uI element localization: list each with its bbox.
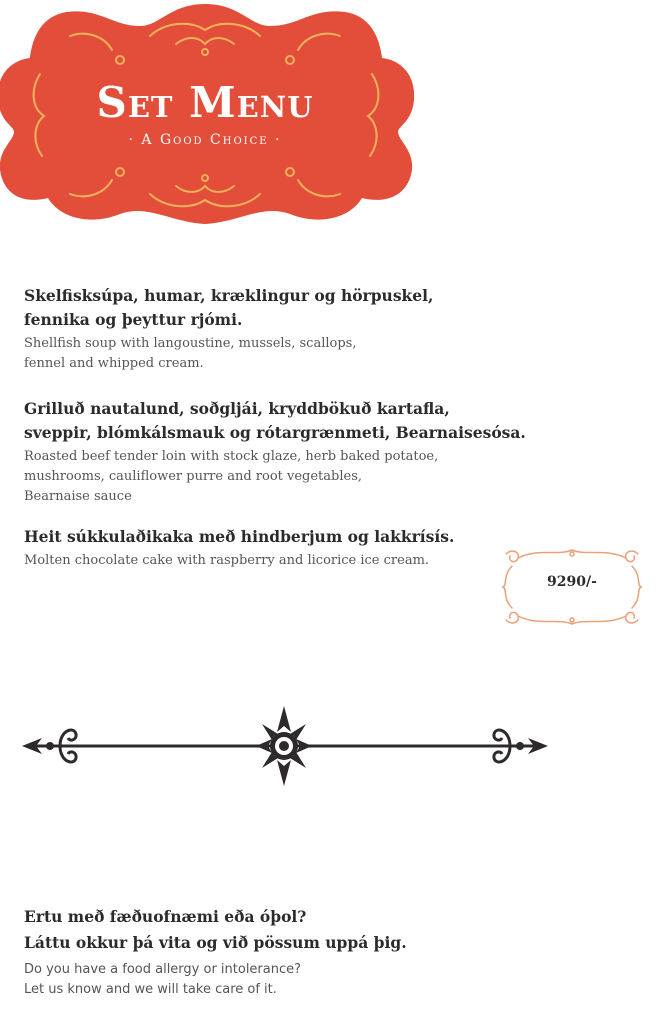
dish-name-is: Grilluð nautalund, soðgljái, kryddbökuð kartafla, sveppir, blómkálsmauk og rótargrænmeti, Bearnaisesósa. xyxy=(24,399,526,442)
allergy-text-is: Ertu með fæðuofnæmi eða óþol? Láttu okkur þá vita og við pössum uppá þig. xyxy=(24,907,407,952)
dish-main xyxy=(24,397,584,507)
set-menu-price: 9290/- xyxy=(547,574,597,590)
dish-starter xyxy=(24,284,544,374)
dish-name-en: Roasted beef tender loin with stock glaze, herb baked potatoe, mushrooms, cauliflower purre and root vegetables, Bearnaise sauce xyxy=(24,449,439,504)
menu-title: Set Menu xyxy=(96,78,314,127)
dish-name-en: Shellfish soup with langoustine, mussels, scallops, fennel and whipped cream. xyxy=(24,336,357,371)
ornamental-divider-icon xyxy=(20,704,550,788)
dish-name-is: Skelfisksúpa, humar, kræklingur og hörpuskel, fennika og þeyttur rjómi. xyxy=(24,286,434,329)
dish-dessert xyxy=(24,525,544,571)
dish-name-is: Heit súkkulaðikaka með hindberjum og lakkrísís. xyxy=(24,527,455,546)
menu-subtitle: · A Good Choice · xyxy=(128,132,282,148)
allergy-text-en: Do you have a food allergy or intolerance? Let us know and we will take care of it. xyxy=(24,962,302,997)
allergy-notice xyxy=(24,904,584,1000)
dish-name-en: Molten chocolate cake with raspberry and licorice ice cream. xyxy=(24,553,430,568)
